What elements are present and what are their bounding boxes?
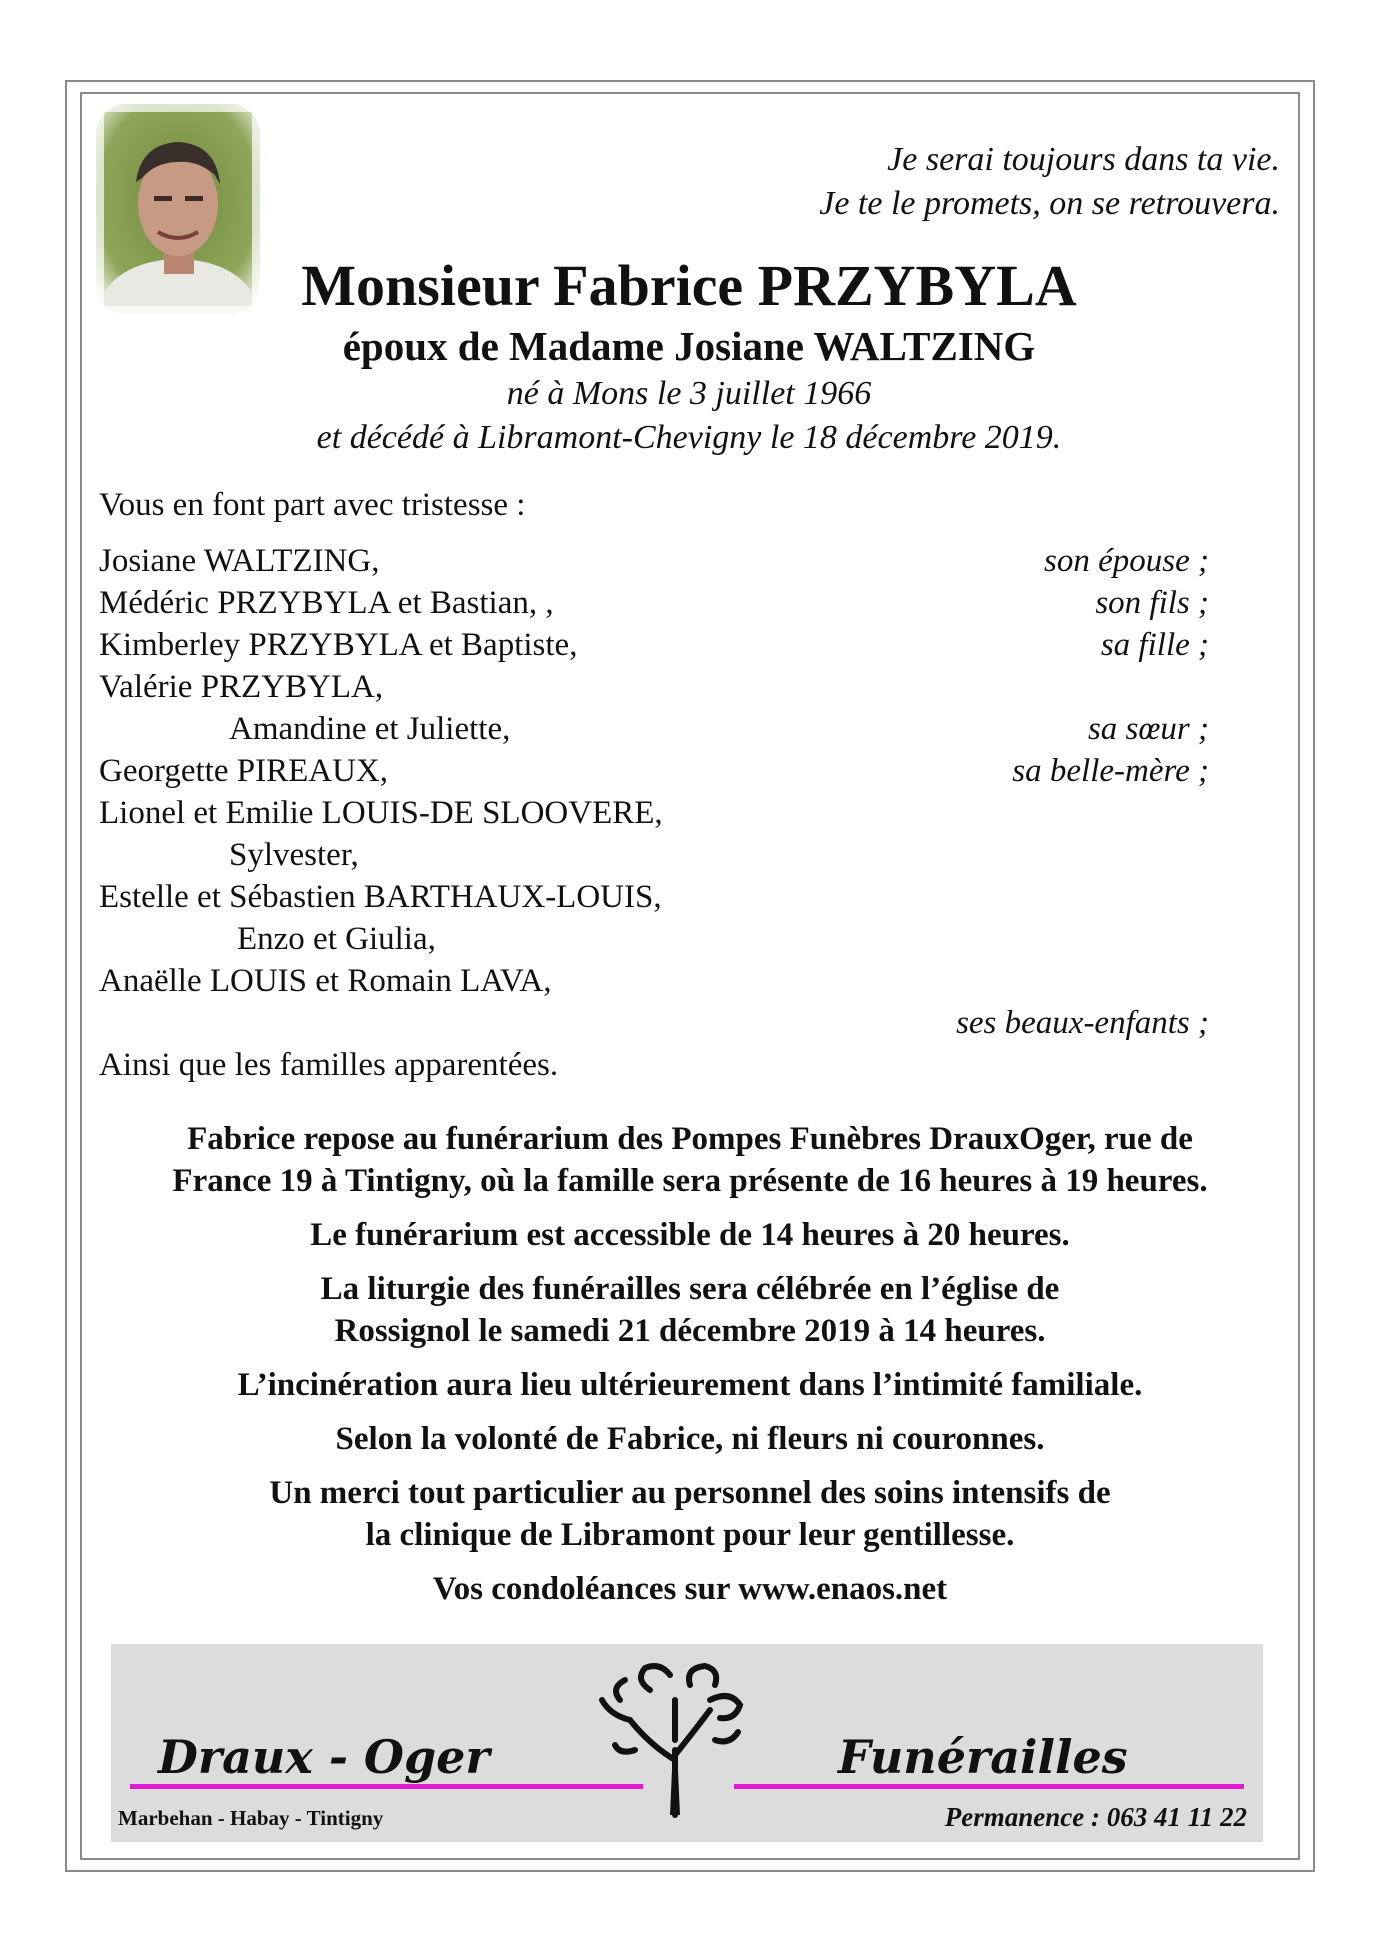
- family-row: [99, 624, 1209, 666]
- notice-line: L’incinération aura lieu ultérieurement dans l’intimité familiale.: [237, 1367, 1143, 1403]
- funeral-notices: [70, 1118, 1310, 1622]
- notice-line: Un merci tout particulier au personnel des soins intensifs de: [269, 1475, 1111, 1511]
- epitaph-quote: [819, 138, 1280, 226]
- family-member: Lionel et Emilie LOUIS-DE SLOOVERE,: [99, 795, 663, 831]
- phone-number: Permanence : 063 41 11 22: [944, 1802, 1247, 1832]
- locations-text: Marbehan - Habay - Tintigny: [118, 1806, 384, 1830]
- notice-paragraph: [70, 1568, 1310, 1610]
- family-member: Estelle et Sébastien BARTHAUX-LOUIS,: [99, 879, 662, 915]
- family-row: [99, 540, 1209, 582]
- family-member: Anaëlle LOUIS et Romain LAVA,: [99, 963, 552, 999]
- notice-paragraph: [70, 1214, 1310, 1256]
- notice-line: Vos condoléances sur www.enaos.net: [432, 1571, 948, 1607]
- quote-line-1: Je serai toujours dans ta vie.: [887, 141, 1280, 178]
- family-member: Kimberley PRZYBYLA et Baptiste,: [99, 627, 578, 663]
- notice-line: Le funérarium est accessible de 14 heures à 20 heures.: [310, 1217, 1070, 1253]
- family-member: Georgette PIREAUX,: [99, 753, 389, 789]
- notice-paragraph: [70, 1268, 1310, 1352]
- notice-line: la clinique de Libramont pour leur gentillesse.: [365, 1517, 1015, 1553]
- birth-line: né à Mons le 3 juillet 1966: [506, 375, 872, 412]
- family-row: [99, 582, 1209, 624]
- notice-line: Rossignol le samedi 21 décembre 2019 à 14 heures.: [334, 1313, 1046, 1349]
- family-row: [99, 792, 1209, 834]
- family-member: Ainsi que les familles apparentées.: [99, 1047, 559, 1083]
- notice-paragraph: [70, 1364, 1310, 1406]
- family-row: [99, 918, 1209, 960]
- tree-icon: [590, 1660, 790, 1825]
- family-row: [99, 834, 1209, 876]
- notice-line: France 19 à Tintigny, où la famille sera présente de 16 heures à 19 heures.: [172, 1163, 1208, 1199]
- family-relation: sa belle-mère ;: [1012, 753, 1209, 789]
- family-row: [99, 1002, 1209, 1044]
- notice-paragraph: [70, 1472, 1310, 1556]
- death-line: et décédé à Libramont-Chevigny le 18 décembre 2019.: [316, 419, 1062, 456]
- spouse-line: époux de Madame Josiane WALTZING: [342, 323, 1036, 369]
- notice-line: La liturgie des funérailles sera célébrée en l’église de: [320, 1271, 1060, 1307]
- quote-line-2: Je te le promets, on se retrouvera.: [819, 185, 1280, 222]
- family-row: [99, 750, 1209, 792]
- family-relation: ses beaux-enfants ;: [956, 1005, 1209, 1041]
- intro-text: Vous en font part avec tristesse :: [99, 487, 526, 523]
- family-member: Amandine et Juliette,: [229, 711, 511, 747]
- family-member: Médéric PRZYBYLA et Bastian, ,: [99, 585, 554, 621]
- notice-line: Selon la volonté de Fabrice, ni fleurs ni couronnes.: [335, 1421, 1045, 1457]
- notice-line: Fabrice repose au funérarium des Pompes Funèbres DrauxOger, rue de: [187, 1121, 1193, 1157]
- family-row: [99, 960, 1209, 1002]
- family-member: Josiane WALTZING,: [99, 543, 380, 579]
- family-relation: son épouse ;: [1044, 543, 1209, 579]
- family-list: [99, 540, 1209, 1086]
- family-relation: son fils ;: [1095, 585, 1209, 621]
- deceased-name: Monsieur Fabrice PRZYBYLA: [301, 253, 1077, 318]
- family-member: Sylvester,: [229, 837, 359, 873]
- family-member: Valérie PRZYBYLA,: [99, 669, 384, 705]
- family-row: [99, 1044, 1209, 1086]
- family-row: [99, 666, 1209, 708]
- family-relation: sa fille ;: [1100, 627, 1209, 663]
- notice-paragraph: [70, 1418, 1310, 1460]
- deceased-info: [0, 252, 1378, 460]
- brand-tagline: Funérailles: [838, 1730, 1128, 1784]
- family-relation: sa sœur ;: [1087, 711, 1209, 747]
- accent-line-right: [734, 1784, 1244, 1789]
- family-row: [99, 708, 1209, 750]
- family-member: Enzo et Giulia,: [237, 921, 436, 957]
- notice-paragraph: [70, 1118, 1310, 1202]
- brand-name: Draux - Oger: [158, 1730, 490, 1784]
- family-row: [99, 876, 1209, 918]
- accent-line-left: [130, 1784, 643, 1789]
